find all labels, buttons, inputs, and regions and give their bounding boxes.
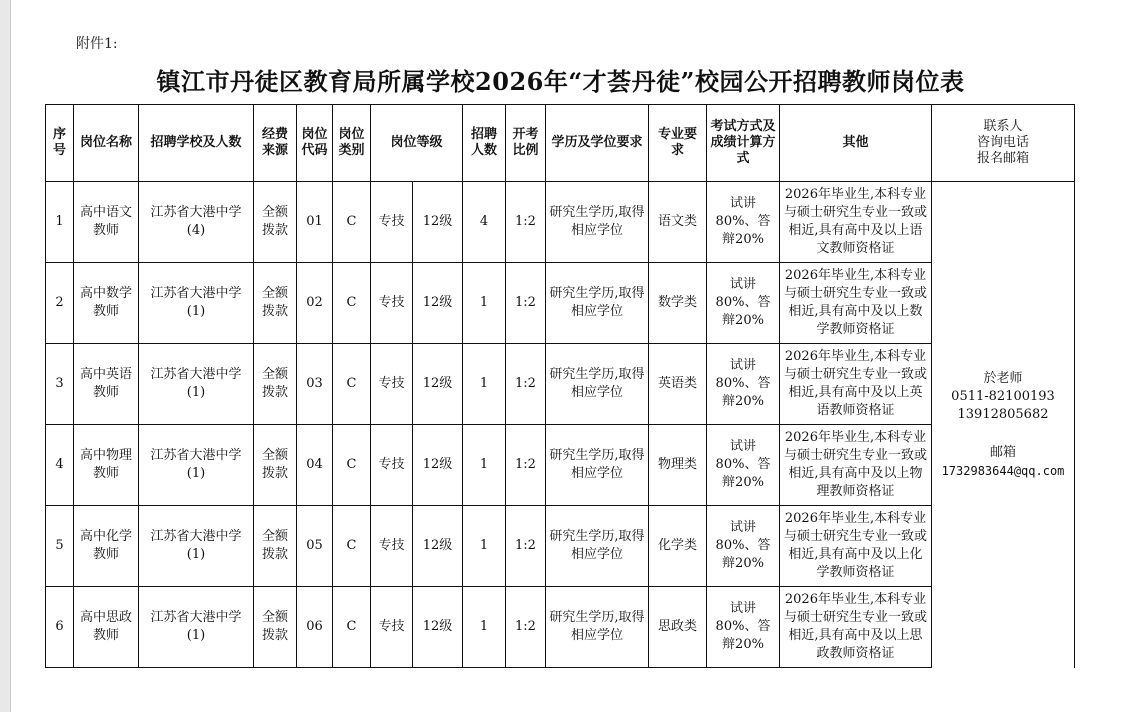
cell-major: 思政类 xyxy=(649,587,707,668)
cell-recruit-num: 1 xyxy=(463,425,506,506)
table-row xyxy=(46,182,1075,263)
cell-ratio: 1:2 xyxy=(506,425,546,506)
cell-exam: 试讲80%、答辩20% xyxy=(707,344,780,425)
contact-name: 於老师 xyxy=(983,370,1023,386)
school-name: 江苏省大港中学 xyxy=(150,205,242,220)
cell-post-type: C xyxy=(333,263,371,344)
header-contact-email: 报名邮箱 xyxy=(976,151,1029,166)
cell-funding: 全额拨款 xyxy=(254,506,297,587)
attachment-label: 附件1: xyxy=(76,36,118,52)
cell-funding: 全额拨款 xyxy=(254,344,297,425)
cell-seq: 3 xyxy=(46,344,74,425)
cell-education: 研究生学历,取得相应学位 xyxy=(546,506,649,587)
cell-post-code: 05 xyxy=(297,506,333,587)
table-row xyxy=(46,587,1075,668)
cell-education: 研究生学历,取得相应学位 xyxy=(546,587,649,668)
cell-level-kind: 专技 xyxy=(371,506,413,587)
cell-level-kind: 专技 xyxy=(371,425,413,506)
cell-post-code: 01 xyxy=(297,182,333,263)
cell-school xyxy=(139,263,254,344)
header-post-name: 岗位名称 xyxy=(74,105,139,182)
cell-post-code: 03 xyxy=(297,344,333,425)
cell-post-code: 06 xyxy=(297,587,333,668)
header-ratio: 开考比例 xyxy=(506,105,546,182)
cell-seq: 5 xyxy=(46,506,74,587)
table-row xyxy=(46,425,1075,506)
cell-exam: 试讲80%、答辩20% xyxy=(707,182,780,263)
cell-post-type: C xyxy=(333,182,371,263)
cell-other: 2026年毕业生,本科专业与硕士研究生专业一致或相近,具有高中及以上语文教师资格证 xyxy=(780,182,932,263)
header-contact-phone: 咨询电话 xyxy=(976,135,1029,150)
cell-post-type: C xyxy=(333,344,371,425)
cell-post-name: 高中物理教师 xyxy=(74,425,139,506)
header-post-level: 岗位等级 xyxy=(371,105,463,182)
cell-level-kind: 专技 xyxy=(371,587,413,668)
cell-contact xyxy=(932,182,1075,668)
header-major: 专业要求 xyxy=(649,105,707,182)
cell-level-kind: 专技 xyxy=(371,344,413,425)
table-row xyxy=(46,344,1075,425)
cell-education: 研究生学历,取得相应学位 xyxy=(546,425,649,506)
school-count: (1) xyxy=(186,547,206,562)
header-exam: 考试方式及成绩计算方式 xyxy=(707,105,780,182)
header-school: 招聘学校及人数 xyxy=(139,105,254,182)
cell-recruit-num: 1 xyxy=(463,263,506,344)
table-row xyxy=(46,263,1075,344)
cell-seq: 2 xyxy=(46,263,74,344)
school-count: (1) xyxy=(186,304,206,319)
cell-level: 12级 xyxy=(413,425,463,506)
cell-level: 12级 xyxy=(413,263,463,344)
cell-post-type: C xyxy=(333,425,371,506)
cell-ratio: 1:2 xyxy=(506,263,546,344)
header-funding: 经费来源 xyxy=(254,105,297,182)
cell-post-code: 02 xyxy=(297,263,333,344)
page-title: 镇江市丹徒区教育局所属学校2026年“才荟丹徒”校园公开招聘教师岗位表 xyxy=(156,67,965,96)
header-contact-person: 联系人 xyxy=(983,119,1023,134)
cell-education: 研究生学历,取得相应学位 xyxy=(546,182,649,263)
header-education: 学历及学位要求 xyxy=(546,105,649,182)
cell-other: 2026年毕业生,本科专业与硕士研究生专业一致或相近,具有高中及以上物理教师资格证 xyxy=(780,425,932,506)
table-row xyxy=(46,506,1075,587)
cell-recruit-num: 1 xyxy=(463,506,506,587)
school-count: (1) xyxy=(186,466,206,481)
cell-level: 12级 xyxy=(413,182,463,263)
cell-exam: 试讲80%、答辩20% xyxy=(707,263,780,344)
cell-major: 物理类 xyxy=(649,425,707,506)
cell-level-kind: 专技 xyxy=(371,182,413,263)
header-post-type: 岗位类别 xyxy=(333,105,371,182)
cell-seq: 1 xyxy=(46,182,74,263)
cell-exam: 试讲80%、答辩20% xyxy=(707,506,780,587)
cell-exam: 试讲80%、答辩20% xyxy=(707,587,780,668)
cell-school xyxy=(139,506,254,587)
cell-other: 2026年毕业生,本科专业与硕士研究生专业一致或相近,具有高中及以上英语教师资格证 xyxy=(780,344,932,425)
cell-school xyxy=(139,587,254,668)
cell-other: 2026年毕业生,本科专业与硕士研究生专业一致或相近,具有高中及以上化学教师资格证 xyxy=(780,506,932,587)
cell-level: 12级 xyxy=(413,506,463,587)
school-count: (4) xyxy=(186,223,206,238)
cell-ratio: 1:2 xyxy=(506,182,546,263)
school-name: 江苏省大港中学 xyxy=(150,529,242,544)
cell-seq: 4 xyxy=(46,425,74,506)
contact-mobile: 13912805682 xyxy=(957,406,1049,422)
school-name: 江苏省大港中学 xyxy=(150,448,242,463)
cell-post-name: 高中数学教师 xyxy=(74,263,139,344)
contact-phone: 0511-82100193 xyxy=(951,388,1055,404)
cell-ratio: 1:2 xyxy=(506,587,546,668)
cell-post-name: 高中语文教师 xyxy=(74,182,139,263)
school-count: (1) xyxy=(186,628,206,643)
header-recruit-num: 招聘人数 xyxy=(463,105,506,182)
cell-seq: 6 xyxy=(46,587,74,668)
cell-major: 数学类 xyxy=(649,263,707,344)
contact-email-label: 邮箱 xyxy=(989,444,1016,460)
cell-post-type: C xyxy=(333,587,371,668)
cell-education: 研究生学历,取得相应学位 xyxy=(546,344,649,425)
cell-post-name: 高中英语教师 xyxy=(74,344,139,425)
cell-post-type: C xyxy=(333,506,371,587)
cell-school xyxy=(139,182,254,263)
cell-funding: 全额拨款 xyxy=(254,425,297,506)
cell-recruit-num: 1 xyxy=(463,587,506,668)
cell-level: 12级 xyxy=(413,344,463,425)
cell-funding: 全额拨款 xyxy=(254,182,297,263)
contact-email: 1732983644@qq.com xyxy=(941,463,1065,478)
cell-school xyxy=(139,344,254,425)
cell-education: 研究生学历,取得相应学位 xyxy=(546,263,649,344)
header-row xyxy=(46,105,1075,182)
cell-other: 2026年毕业生,本科专业与硕士研究生专业一致或相近,具有高中及以上思政教师资格证 xyxy=(780,587,932,668)
viewer-left-edge xyxy=(0,0,11,712)
gap xyxy=(935,424,1071,444)
cell-major: 语文类 xyxy=(649,182,707,263)
cell-school xyxy=(139,425,254,506)
cell-major: 英语类 xyxy=(649,344,707,425)
header-seq: 序号 xyxy=(46,105,74,182)
header-post-code: 岗位代码 xyxy=(297,105,333,182)
cell-funding: 全额拨款 xyxy=(254,587,297,668)
school-count: (1) xyxy=(186,385,206,400)
cell-level: 12级 xyxy=(413,587,463,668)
school-name: 江苏省大港中学 xyxy=(150,367,242,382)
header-contact xyxy=(932,105,1075,182)
cell-recruit-num: 1 xyxy=(463,344,506,425)
cell-ratio: 1:2 xyxy=(506,506,546,587)
recruitment-table xyxy=(45,104,1075,668)
cell-major: 化学类 xyxy=(649,506,707,587)
cell-ratio: 1:2 xyxy=(506,344,546,425)
school-name: 江苏省大港中学 xyxy=(150,610,242,625)
cell-level-kind: 专技 xyxy=(371,263,413,344)
header-other: 其他 xyxy=(780,105,932,182)
cell-post-name: 高中思政教师 xyxy=(74,587,139,668)
cell-post-code: 04 xyxy=(297,425,333,506)
cell-exam: 试讲80%、答辩20% xyxy=(707,425,780,506)
cell-post-name: 高中化学教师 xyxy=(74,506,139,587)
cell-funding: 全额拨款 xyxy=(254,263,297,344)
school-name: 江苏省大港中学 xyxy=(150,286,242,301)
cell-recruit-num: 4 xyxy=(463,182,506,263)
cell-other: 2026年毕业生,本科专业与硕士研究生专业一致或相近,具有高中及以上数学教师资格证 xyxy=(780,263,932,344)
